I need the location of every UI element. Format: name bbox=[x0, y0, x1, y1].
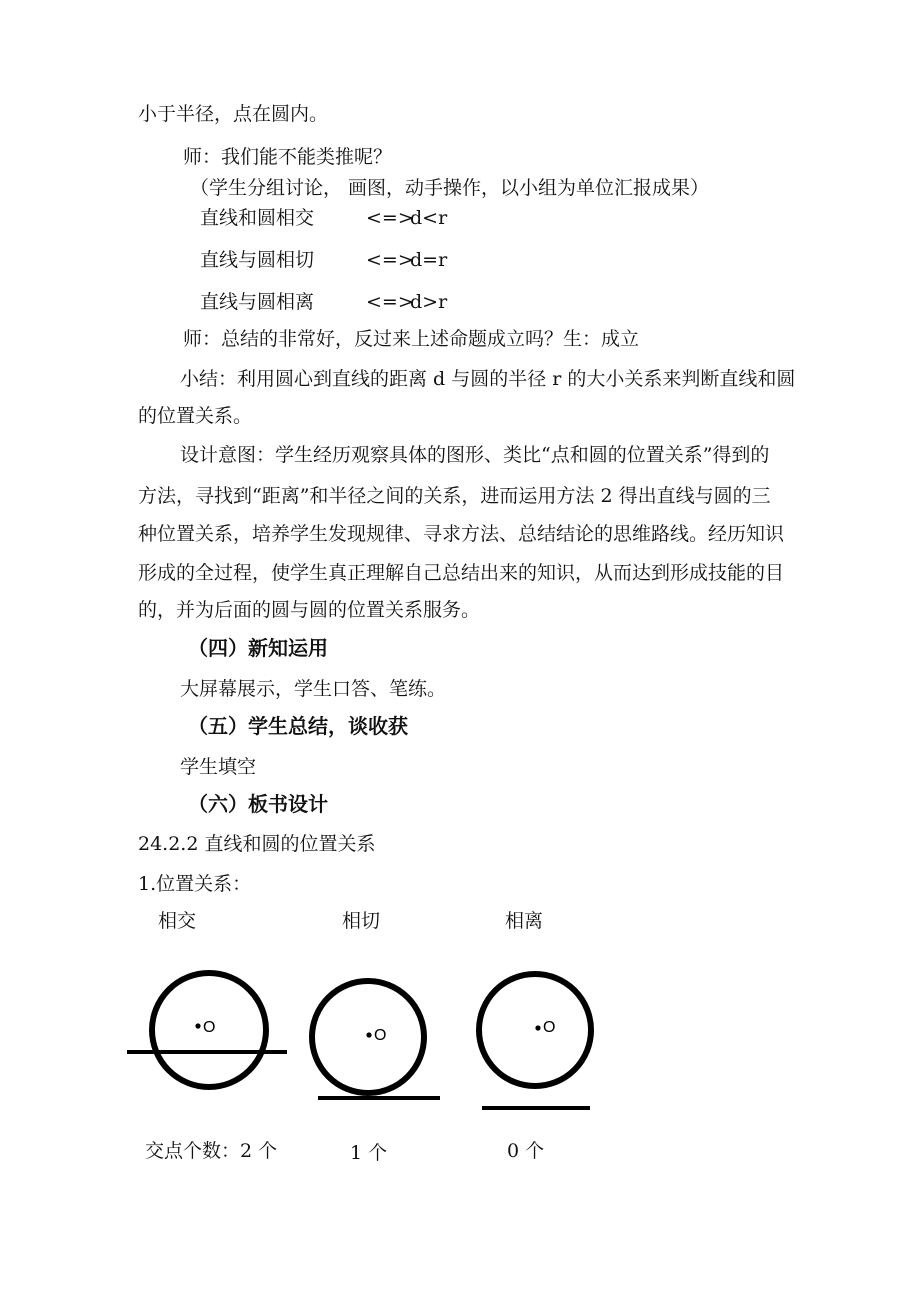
paragraph-teacher-question: 师：我们能不能类推呢？ bbox=[183, 146, 393, 168]
paragraph-fill-blank: 学生填空 bbox=[180, 756, 257, 778]
center-label: O bbox=[374, 1027, 387, 1044]
section-heading-4: （四）新知运用 bbox=[188, 636, 328, 660]
diagram-intersect bbox=[125, 968, 295, 1098]
center-label: O bbox=[543, 1019, 556, 1036]
center-point bbox=[535, 1025, 540, 1030]
relation-condition: d>r bbox=[410, 291, 448, 313]
paragraph-summary-line1: 小结：利用圆心到直线的距离 d 与圆的半径 r 的大小关系来判断直线和圆 bbox=[180, 368, 796, 390]
paragraph-design-line5: 的，并为后面的圆与圆的位置关系服务。 bbox=[138, 599, 481, 621]
relation-separate bbox=[200, 290, 520, 314]
count-intersect: 交点个数：2 个 bbox=[145, 1140, 278, 1162]
center-point bbox=[366, 1032, 371, 1037]
diagram-tangent bbox=[305, 968, 445, 1108]
relation-condition: d=r bbox=[410, 249, 448, 271]
relation-symbol: <=> bbox=[366, 291, 414, 313]
figure-label-separate: 相离 bbox=[505, 910, 544, 932]
diagram-separate bbox=[475, 968, 615, 1118]
paragraph-design-line2: 方法，寻找到“距离”和半径之间的关系，进而运用方法 2 得出直线与圆的三 bbox=[138, 485, 771, 507]
count-tangent: 1 个 bbox=[350, 1142, 388, 1164]
count-separate: 0 个 bbox=[507, 1140, 545, 1162]
figure-label-intersect: 相交 bbox=[158, 910, 197, 932]
figure-label-tangent: 相切 bbox=[342, 910, 381, 932]
center-point bbox=[195, 1023, 200, 1028]
relation-name: 直线与圆相离 bbox=[200, 291, 315, 313]
relation-symbol: <=> bbox=[366, 207, 414, 229]
paragraph-design-line1: 设计意图：学生经历观察具体的图形、类比“点和圆的位置关系”得到的 bbox=[180, 444, 770, 466]
board-title: 24.2.2 直线和圆的位置关系 bbox=[138, 833, 376, 855]
paragraph-design-line4: 形成的全过程，使学生真正理解自己总结出来的知识，从而达到形成技能的目 bbox=[138, 562, 785, 584]
paragraph-student-activity: （学生分组讨论， 画图，动手操作，以小组为单位汇报成果） bbox=[190, 177, 710, 199]
paragraph-summary-line2: 的位置关系。 bbox=[138, 405, 253, 427]
relation-name: 直线与圆相切 bbox=[200, 249, 315, 271]
paragraph-display: 大屏幕展示，学生口答、笔练。 bbox=[180, 678, 447, 700]
paragraph-teacher-summary: 师：总结的非常好，反过来上述命题成立吗？生：成立 bbox=[183, 328, 640, 350]
section-heading-5: （五）学生总结，谈收获 bbox=[188, 714, 408, 738]
relation-intersect bbox=[200, 206, 520, 230]
board-subtitle: 1.位置关系： bbox=[138, 873, 252, 895]
center-label: O bbox=[203, 1019, 216, 1036]
relation-condition: d<r bbox=[410, 207, 448, 229]
relation-name: 直线和圆相交 bbox=[200, 207, 315, 229]
circle bbox=[479, 974, 591, 1086]
relation-symbol: <=> bbox=[366, 249, 414, 271]
paragraph-design-line3: 种位置关系，培养学生发现规律、寻求方法、总结结论的思维路线。经历知识 bbox=[138, 523, 785, 545]
section-heading-6: （六）板书设计 bbox=[188, 792, 328, 816]
relation-tangent bbox=[200, 248, 520, 272]
paragraph-p1: 小于半径，点在圆内。 bbox=[138, 103, 329, 125]
